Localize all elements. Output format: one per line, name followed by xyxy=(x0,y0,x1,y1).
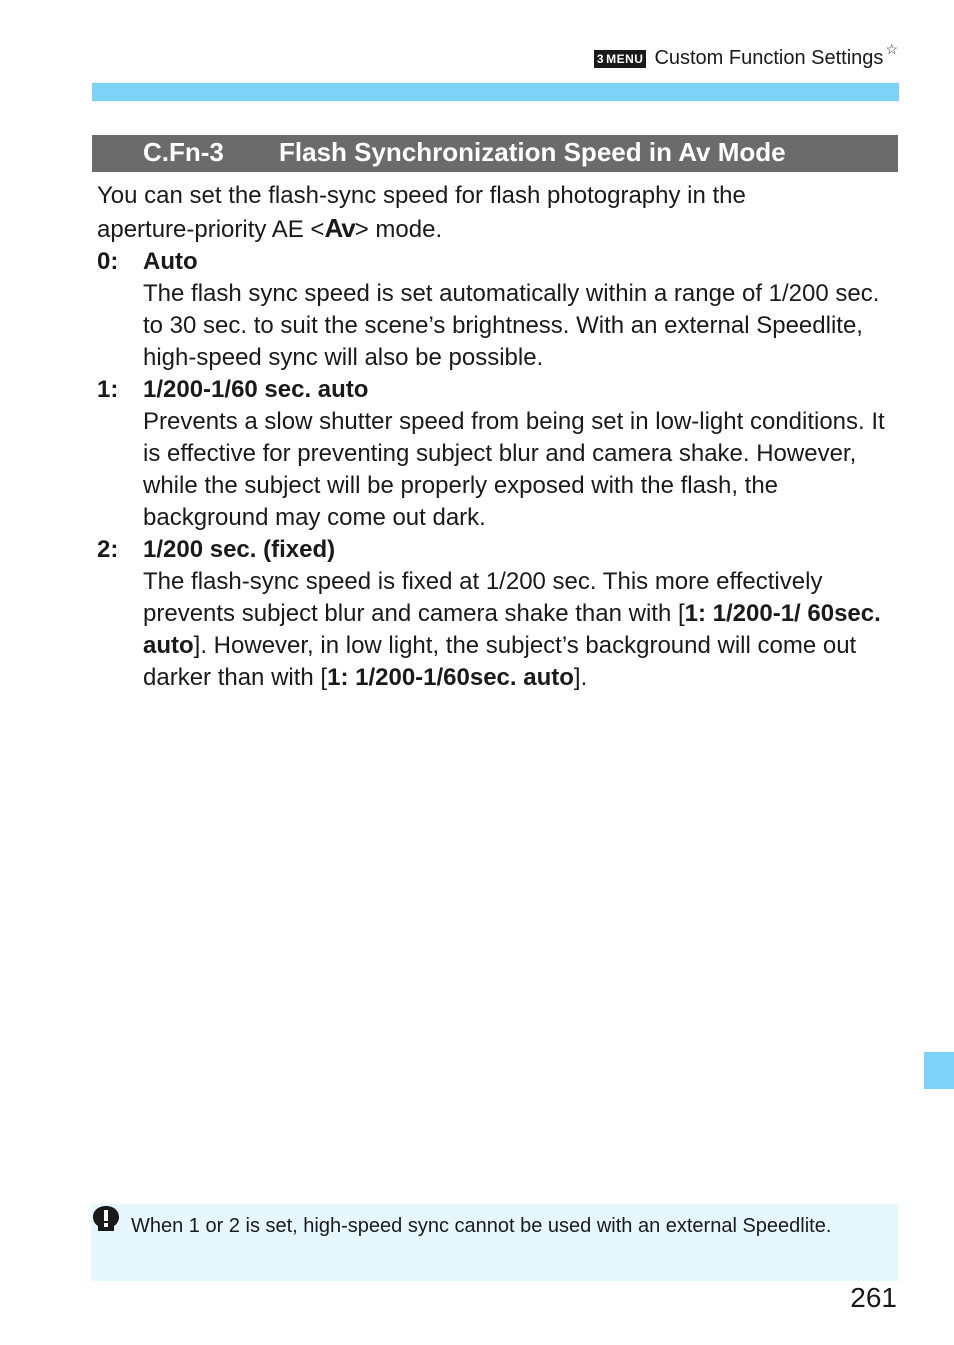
star-icon: ☆ xyxy=(885,41,898,57)
setting-title: 1/200 sec. (fixed) xyxy=(143,536,336,563)
av-mode-icon: Av xyxy=(324,213,355,243)
setting-item-1 xyxy=(97,374,887,534)
description-text-3: ]. xyxy=(573,664,588,691)
setting-title: Auto xyxy=(143,248,198,275)
description-text-1: The flash-sync speed is fixed at 1/200 sec. This more effectively prevents subject blur and camera shake than with [ xyxy=(143,568,823,627)
description-text-2: ]. However, in low light, the subject’s background will come out darker than with [ xyxy=(143,632,857,691)
intro-line-2-pre: aperture-priority AE < xyxy=(97,216,325,243)
intro-line-1: You can set the flash-sync speed for flash photography in the xyxy=(97,182,746,209)
setting-title: 1/200-1/60 sec. auto xyxy=(143,376,369,403)
caution-icon xyxy=(91,1204,121,1234)
setting-item-head xyxy=(97,246,887,278)
setting-description xyxy=(143,566,887,694)
setting-reference-1: 1: 1/200-1/ 60sec. auto xyxy=(143,600,881,659)
caution-note-text: When 1 or 2 is set, high-speed sync cannot be used with an external Speedlite. xyxy=(131,1215,832,1237)
header-section-label: Custom Function Settings xyxy=(654,47,884,69)
chapter-side-tab xyxy=(924,1052,954,1089)
header-accent-bar xyxy=(92,83,899,101)
setting-item-0 xyxy=(97,246,887,374)
setting-item-2 xyxy=(97,534,887,694)
section-code: C.Fn-3 xyxy=(143,137,224,167)
section-title-bar xyxy=(92,135,898,172)
intro-line-2-post: > mode. xyxy=(354,216,443,243)
page-number: 261 xyxy=(850,1282,897,1313)
page-header xyxy=(594,41,898,70)
setting-description: The flash sync speed is set automatically within a range of 1/200 sec. to 30 sec. to suit the scene’s brightness. With an external Speedlite, high-speed sync will also be possible. xyxy=(143,280,880,371)
caution-note xyxy=(91,1204,898,1281)
menu-icon: 3 MENU xyxy=(594,50,647,68)
setting-number: 2: xyxy=(97,536,119,563)
setting-number: 1: xyxy=(97,376,119,403)
setting-number: 0: xyxy=(97,248,119,275)
setting-item-head xyxy=(97,534,887,566)
setting-reference-2: 1: 1/200-1/60sec. auto xyxy=(327,664,574,691)
setting-item-head xyxy=(97,374,887,406)
setting-description: Prevents a slow shutter speed from being set in low-light conditions. It is effective for preventing subject blur and camera shake. However, while the subject will be properly exposed with the flash, the background may come out dark. xyxy=(143,408,885,531)
section-title: Flash Synchronization Speed in Av Mode xyxy=(279,137,786,167)
main-content xyxy=(97,180,887,694)
intro-paragraph xyxy=(97,180,887,246)
